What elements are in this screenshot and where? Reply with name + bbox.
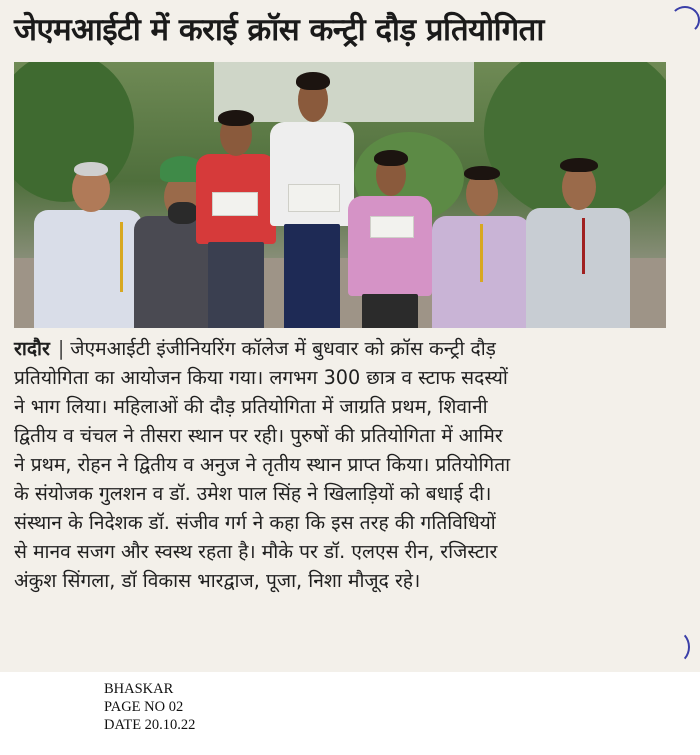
headline: जेएमआईटी में कराई क्रॉस कन्ट्री दौड़ प्रतियोगिता (14, 12, 544, 48)
body-line: ने प्रथम, रोहन ने द्वितीय व अनुज ने तृतीय स्थान प्राप्त किया। प्रतियोगिता (14, 453, 511, 476)
person-man-left (34, 162, 144, 328)
person-man-lilac (432, 166, 532, 328)
article-body (14, 334, 686, 595)
body-line: प्रतियोगिता का आयोजन किया गया। लगभग 300 छात्र व स्टाफ सदस्यों (14, 366, 508, 389)
publication-date: DATE 20.10.22 (104, 717, 196, 733)
body-line: ने भाग लिया। महिलाओं की दौड़ प्रतियोगिता में जाग्रति प्रथम, शिवानी (14, 395, 488, 418)
body-line: से मानव सजग और स्वस्थ रहता है। मौके पर डॉ. एलएस रीन, रजिस्टार (14, 540, 498, 563)
pen-mark-bottom-left (0, 630, 18, 672)
page-number: PAGE NO 02 (104, 699, 184, 715)
person-girl-pink (348, 150, 434, 328)
person-girl-red (196, 110, 278, 328)
dateline: रादौर (14, 337, 50, 360)
person-girl-white (270, 70, 356, 328)
body-line (14, 334, 686, 363)
body-line-text: जेएमआईटी इंजीनियरिंग कॉलेज में बुधवार को क्रॉस कन्ट्री दौड़ (70, 337, 496, 360)
publication-name: BHASKAR (104, 681, 174, 697)
body-line: द्वितीय व चंचल ने तीसरा स्थान पर रही। पुरुषों की प्रतियोगिता में आमिर (14, 424, 503, 447)
person-man-right (526, 158, 632, 328)
body-line: अंकुश सिंगला, डॉ विकास भारद्वाज, पूजा, निशा मौजूद रहे। (14, 569, 421, 592)
pen-mark-top-right (670, 6, 700, 34)
dateline-separator: | (57, 337, 65, 360)
clipping-metadata (104, 680, 195, 734)
body-line: संस्थान के निदेशक डॉ. संजीव गर्ग ने कहा कि इस तरह की गतिविधियों (14, 511, 496, 534)
pen-mark-bottom-right (660, 630, 690, 664)
event-photo (14, 62, 666, 328)
body-line: के संयोजक गुलशन व डॉ. उमेश पाल सिंह ने खिलाड़ियों को बधाई दी। (14, 482, 492, 505)
